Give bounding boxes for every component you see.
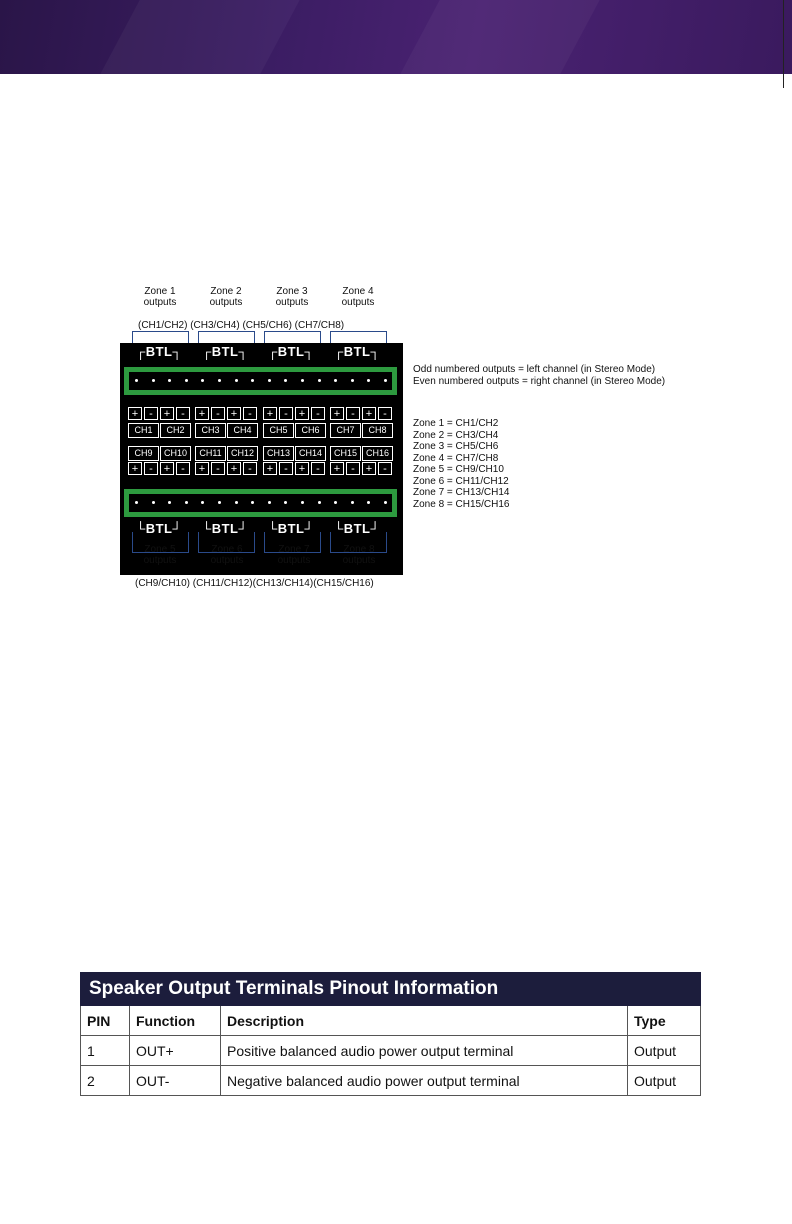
channel-box: CH10 bbox=[160, 446, 191, 461]
channel-box: CH11 bbox=[195, 446, 226, 461]
channel-box: CH8 bbox=[362, 423, 393, 438]
plus-terminal-label: + bbox=[330, 462, 344, 475]
channel-box: CH12 bbox=[227, 446, 258, 461]
plus-terminal-label: + bbox=[195, 407, 209, 420]
cell-type: Output bbox=[628, 1066, 701, 1096]
zone-label-top: Zone 4 outputs bbox=[341, 286, 375, 308]
btl-label: └BTL┘ bbox=[334, 521, 381, 536]
btl-label: └BTL┘ bbox=[268, 521, 315, 536]
btl-label: ┌BTL┐ bbox=[136, 344, 183, 359]
plus-terminal-label: + bbox=[128, 462, 142, 475]
terminal-screw bbox=[135, 501, 138, 504]
header-type: Type bbox=[628, 1006, 701, 1036]
minus-terminal-label: - bbox=[144, 462, 158, 475]
cell-description: Positive balanced audio power output terminal bbox=[221, 1036, 628, 1066]
cell-type: Output bbox=[628, 1036, 701, 1066]
terminal-screw bbox=[318, 379, 321, 382]
terminal-screw bbox=[318, 501, 321, 504]
plus-terminal-label: + bbox=[195, 462, 209, 475]
terminal-screw bbox=[218, 379, 221, 382]
plus-terminal-label: + bbox=[227, 462, 241, 475]
zone-label-top: Zone 2 outputs bbox=[209, 286, 243, 308]
zone-label-top: Zone 1 outputs bbox=[143, 286, 177, 308]
header-description: Description bbox=[221, 1006, 628, 1036]
plus-terminal-label: + bbox=[160, 462, 174, 475]
btl-label: ┌BTL┐ bbox=[334, 344, 381, 359]
header-function: Function bbox=[130, 1006, 221, 1036]
terminal-screw bbox=[135, 379, 138, 382]
terminal-strip-bottom bbox=[124, 489, 397, 517]
minus-terminal-label: - bbox=[243, 462, 257, 475]
plus-terminal-label: + bbox=[362, 462, 376, 475]
terminal-screw bbox=[218, 501, 221, 504]
channel-box: CH15 bbox=[330, 446, 361, 461]
table-header-row bbox=[81, 1006, 701, 1036]
cell-pin: 2 bbox=[81, 1066, 130, 1096]
channel-box: CH9 bbox=[128, 446, 159, 461]
cell-function: OUT- bbox=[130, 1066, 221, 1096]
btl-label: ┌BTL┐ bbox=[202, 344, 249, 359]
terminal-screw bbox=[384, 501, 387, 504]
cell-function: OUT+ bbox=[130, 1036, 221, 1066]
channel-box: CH5 bbox=[263, 423, 294, 438]
table-row bbox=[81, 1036, 701, 1066]
channel-box: CH7 bbox=[330, 423, 361, 438]
plus-terminal-label: + bbox=[160, 407, 174, 420]
channel-box: CH4 bbox=[227, 423, 258, 438]
channel-pairs-top: (CH1/CH2) (CH3/CH4) (CH5/CH6) (CH7/CH8) bbox=[138, 320, 345, 331]
minus-terminal-label: - bbox=[279, 407, 293, 420]
minus-terminal-label: - bbox=[176, 462, 190, 475]
channel-box: CH2 bbox=[160, 423, 191, 438]
minus-terminal-label: - bbox=[346, 462, 360, 475]
table-row bbox=[81, 1066, 701, 1096]
plus-terminal-label: + bbox=[330, 407, 344, 420]
minus-terminal-label: - bbox=[378, 462, 392, 475]
minus-terminal-label: - bbox=[211, 407, 225, 420]
terminal-screw bbox=[152, 379, 155, 382]
terminal-screw bbox=[301, 379, 304, 382]
terminal-screw bbox=[268, 379, 271, 382]
terminal-screw bbox=[185, 501, 188, 504]
btl-label: ┌BTL┐ bbox=[268, 344, 315, 359]
plus-terminal-label: + bbox=[295, 407, 309, 420]
plus-terminal-label: + bbox=[227, 407, 241, 420]
channel-box: CH6 bbox=[295, 423, 326, 438]
plus-terminal-label: + bbox=[362, 407, 376, 420]
channel-box: CH14 bbox=[295, 446, 326, 461]
minus-terminal-label: - bbox=[378, 407, 392, 420]
zone-map: Zone 1 = CH1/CH2 Zone 2 = CH3/CH4 Zone 3 = CH5/CH6 Zone 4 = CH7/CH8 Zone 5 = CH9/CH10 Zone 6 = CH11/CH12 Zone 7 = CH13/CH14 Zone 8 = CH15/CH16 bbox=[413, 418, 510, 510]
minus-terminal-label: - bbox=[211, 462, 225, 475]
terminal-screw bbox=[351, 501, 354, 504]
pinout-table bbox=[80, 972, 701, 1096]
zone-label-top: Zone 3 outputs bbox=[275, 286, 309, 308]
channel-box: CH16 bbox=[362, 446, 393, 461]
terminal-screw bbox=[235, 501, 238, 504]
btl-label: └BTL┘ bbox=[136, 521, 183, 536]
plus-terminal-label: + bbox=[263, 462, 277, 475]
terminal-screw bbox=[384, 379, 387, 382]
cell-pin: 1 bbox=[81, 1036, 130, 1066]
plus-terminal-label: + bbox=[263, 407, 277, 420]
terminal-screw bbox=[152, 501, 155, 504]
btl-label: └BTL┘ bbox=[202, 521, 249, 536]
terminal-screw bbox=[235, 379, 238, 382]
zone-label-bottom: Zone 5 outputs bbox=[143, 544, 177, 566]
plus-terminal-label: + bbox=[128, 407, 142, 420]
minus-terminal-label: - bbox=[279, 462, 293, 475]
zone-label-bottom: Zone 6 outputs bbox=[210, 544, 244, 566]
minus-terminal-label: - bbox=[243, 407, 257, 420]
channel-box: CH1 bbox=[128, 423, 159, 438]
minus-terminal-label: - bbox=[346, 407, 360, 420]
channel-box: CH3 bbox=[195, 423, 226, 438]
terminal-screw bbox=[351, 379, 354, 382]
zone-label-bottom: Zone 7 outputs bbox=[277, 544, 311, 566]
stereo-notes: Odd numbered outputs = left channel (in Stereo Mode) Even numbered outputs = right channel (in Stereo Mode) bbox=[413, 364, 666, 387]
plus-terminal-label: + bbox=[295, 462, 309, 475]
terminal-screw bbox=[268, 501, 271, 504]
minus-terminal-label: - bbox=[144, 407, 158, 420]
terminal-screw bbox=[301, 501, 304, 504]
cell-description: Negative balanced audio power output terminal bbox=[221, 1066, 628, 1096]
table-title: Speaker Output Terminals Pinout Information bbox=[81, 973, 701, 1006]
header-pin: PIN bbox=[81, 1006, 130, 1036]
minus-terminal-label: - bbox=[311, 407, 325, 420]
terminal-strip-top bbox=[124, 367, 397, 395]
zone-label-bottom: Zone 8 outputs bbox=[342, 544, 376, 566]
channel-box: CH13 bbox=[263, 446, 294, 461]
minus-terminal-label: - bbox=[176, 407, 190, 420]
terminal-screw bbox=[185, 379, 188, 382]
minus-terminal-label: - bbox=[311, 462, 325, 475]
channel-pairs-bottom: (CH9/CH10) (CH11/CH12)(CH13/CH14)(CH15/CH16) bbox=[135, 578, 374, 589]
